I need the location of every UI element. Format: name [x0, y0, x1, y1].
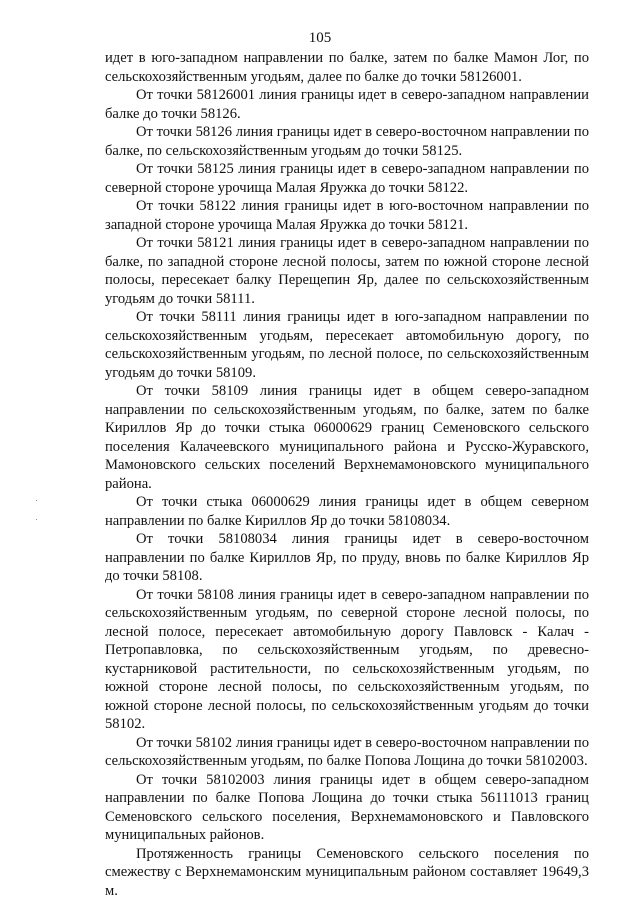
paragraph: От точки стыка 06000629 линия границы идет в общем северном направлении по балке Кириллов Яр до точки 58108034.: [105, 494, 589, 529]
scan-edge-marks: [36, 500, 38, 540]
page-number: 105: [308, 30, 332, 46]
scan-dot: [36, 519, 37, 520]
paragraph: От точки 58108 линия границы идет в северо-западном направлении по сельскохозяйственным угодьям, по северной стороне лесной полосы, по лесной полосе, пересекает автомобильную дорогу Павловск - Калач - Петропавловка, по сельскохозяйственным угодьям, по древесно-кустарниковой растительности, по сельскохозяйственным угодьям, по южной стороне лесной полосы, по сельскохозяйственным угодьям, по южной стороне лесной полосы, по сельскохозяйственным угодьям до точки 58102.: [105, 586, 589, 732]
paragraph: От точки 58126 линия границы идет в северо-восточном направлении по балке, по сельскохозяйственным угодьям до точки 58125.: [105, 124, 589, 159]
paragraph: От точки 58126001 линия границы идет в северо-западном направлении балке до точки 58126.: [105, 87, 589, 122]
paragraph: Протяженность границы Семеновского сельского поселения по смежеству с Верхнемамонским муниципальным районом составляет 19649,3 м.: [105, 845, 589, 899]
paragraph: От точки 58109 линия границы идет в общем северо-западном направлении по сельскохозяйственным угодьям, по балке, затем по балке Кириллов Яр до точки стыка 06000629 границ Семеновского сельского поселения Калачеевского муниципального района и Русско-Журавского, Мамоновского сельских поселений Верхнемамоновского муниципального района.: [105, 383, 589, 492]
paragraph: От точки 58122 линия границы идет в юго-восточном направлении по западной стороне урочища Малая Яружка до точки 58121.: [105, 198, 589, 233]
paragraph: От точки 58111 линия границы идет в юго-западном направлении по сельскохозяйственным угодьям, пересекает автомобильную дорогу, по сельскохозяйственным угодьям, по лесной полосе, по сельскохозяйственным угодьям до точки 58109.: [105, 309, 589, 381]
document-body: [105, 49, 589, 900]
scan-dot: [36, 500, 37, 501]
paragraph: От точки 58108034 линия границы идет в северо-восточном направлении по балке Кириллов Яр, по пруду, вновь по балке Кириллов Яр до точки 58108.: [105, 531, 589, 584]
paragraph: От точки 58102003 линия границы идет в общем северо-западном направлении по балке Попова Лощина до точки стыка 56111013 границ Семеновского сельского поселения, Верхнемамоновского и Павловского муниципальных районов.: [105, 771, 589, 843]
paragraph: От точки 58125 линия границы идет в северо-западном направлении по северной стороне урочища Малая Яружка до точки 58122.: [105, 161, 589, 196]
paragraph: идет в юго-западном направлении по балке, затем по балке Мамон Лог, по сельскохозяйственным угодьям, далее по балке до точки 58126001.: [105, 50, 589, 85]
paragraph: От точки 58121 линия границы идет в северо-западном направлении по балке, по западной стороне лесной полосы, затем по южной стороне лесной полосы, пересекает балку Перещепин Яр, далее по сельскохозяйственным угодьям до точки 58111.: [105, 235, 589, 307]
paragraph: От точки 58102 линия границы идет в северо-восточном направлении по сельскохозяйственным угодьям, по балке Попова Лощина до точки 58102003.: [105, 734, 589, 769]
